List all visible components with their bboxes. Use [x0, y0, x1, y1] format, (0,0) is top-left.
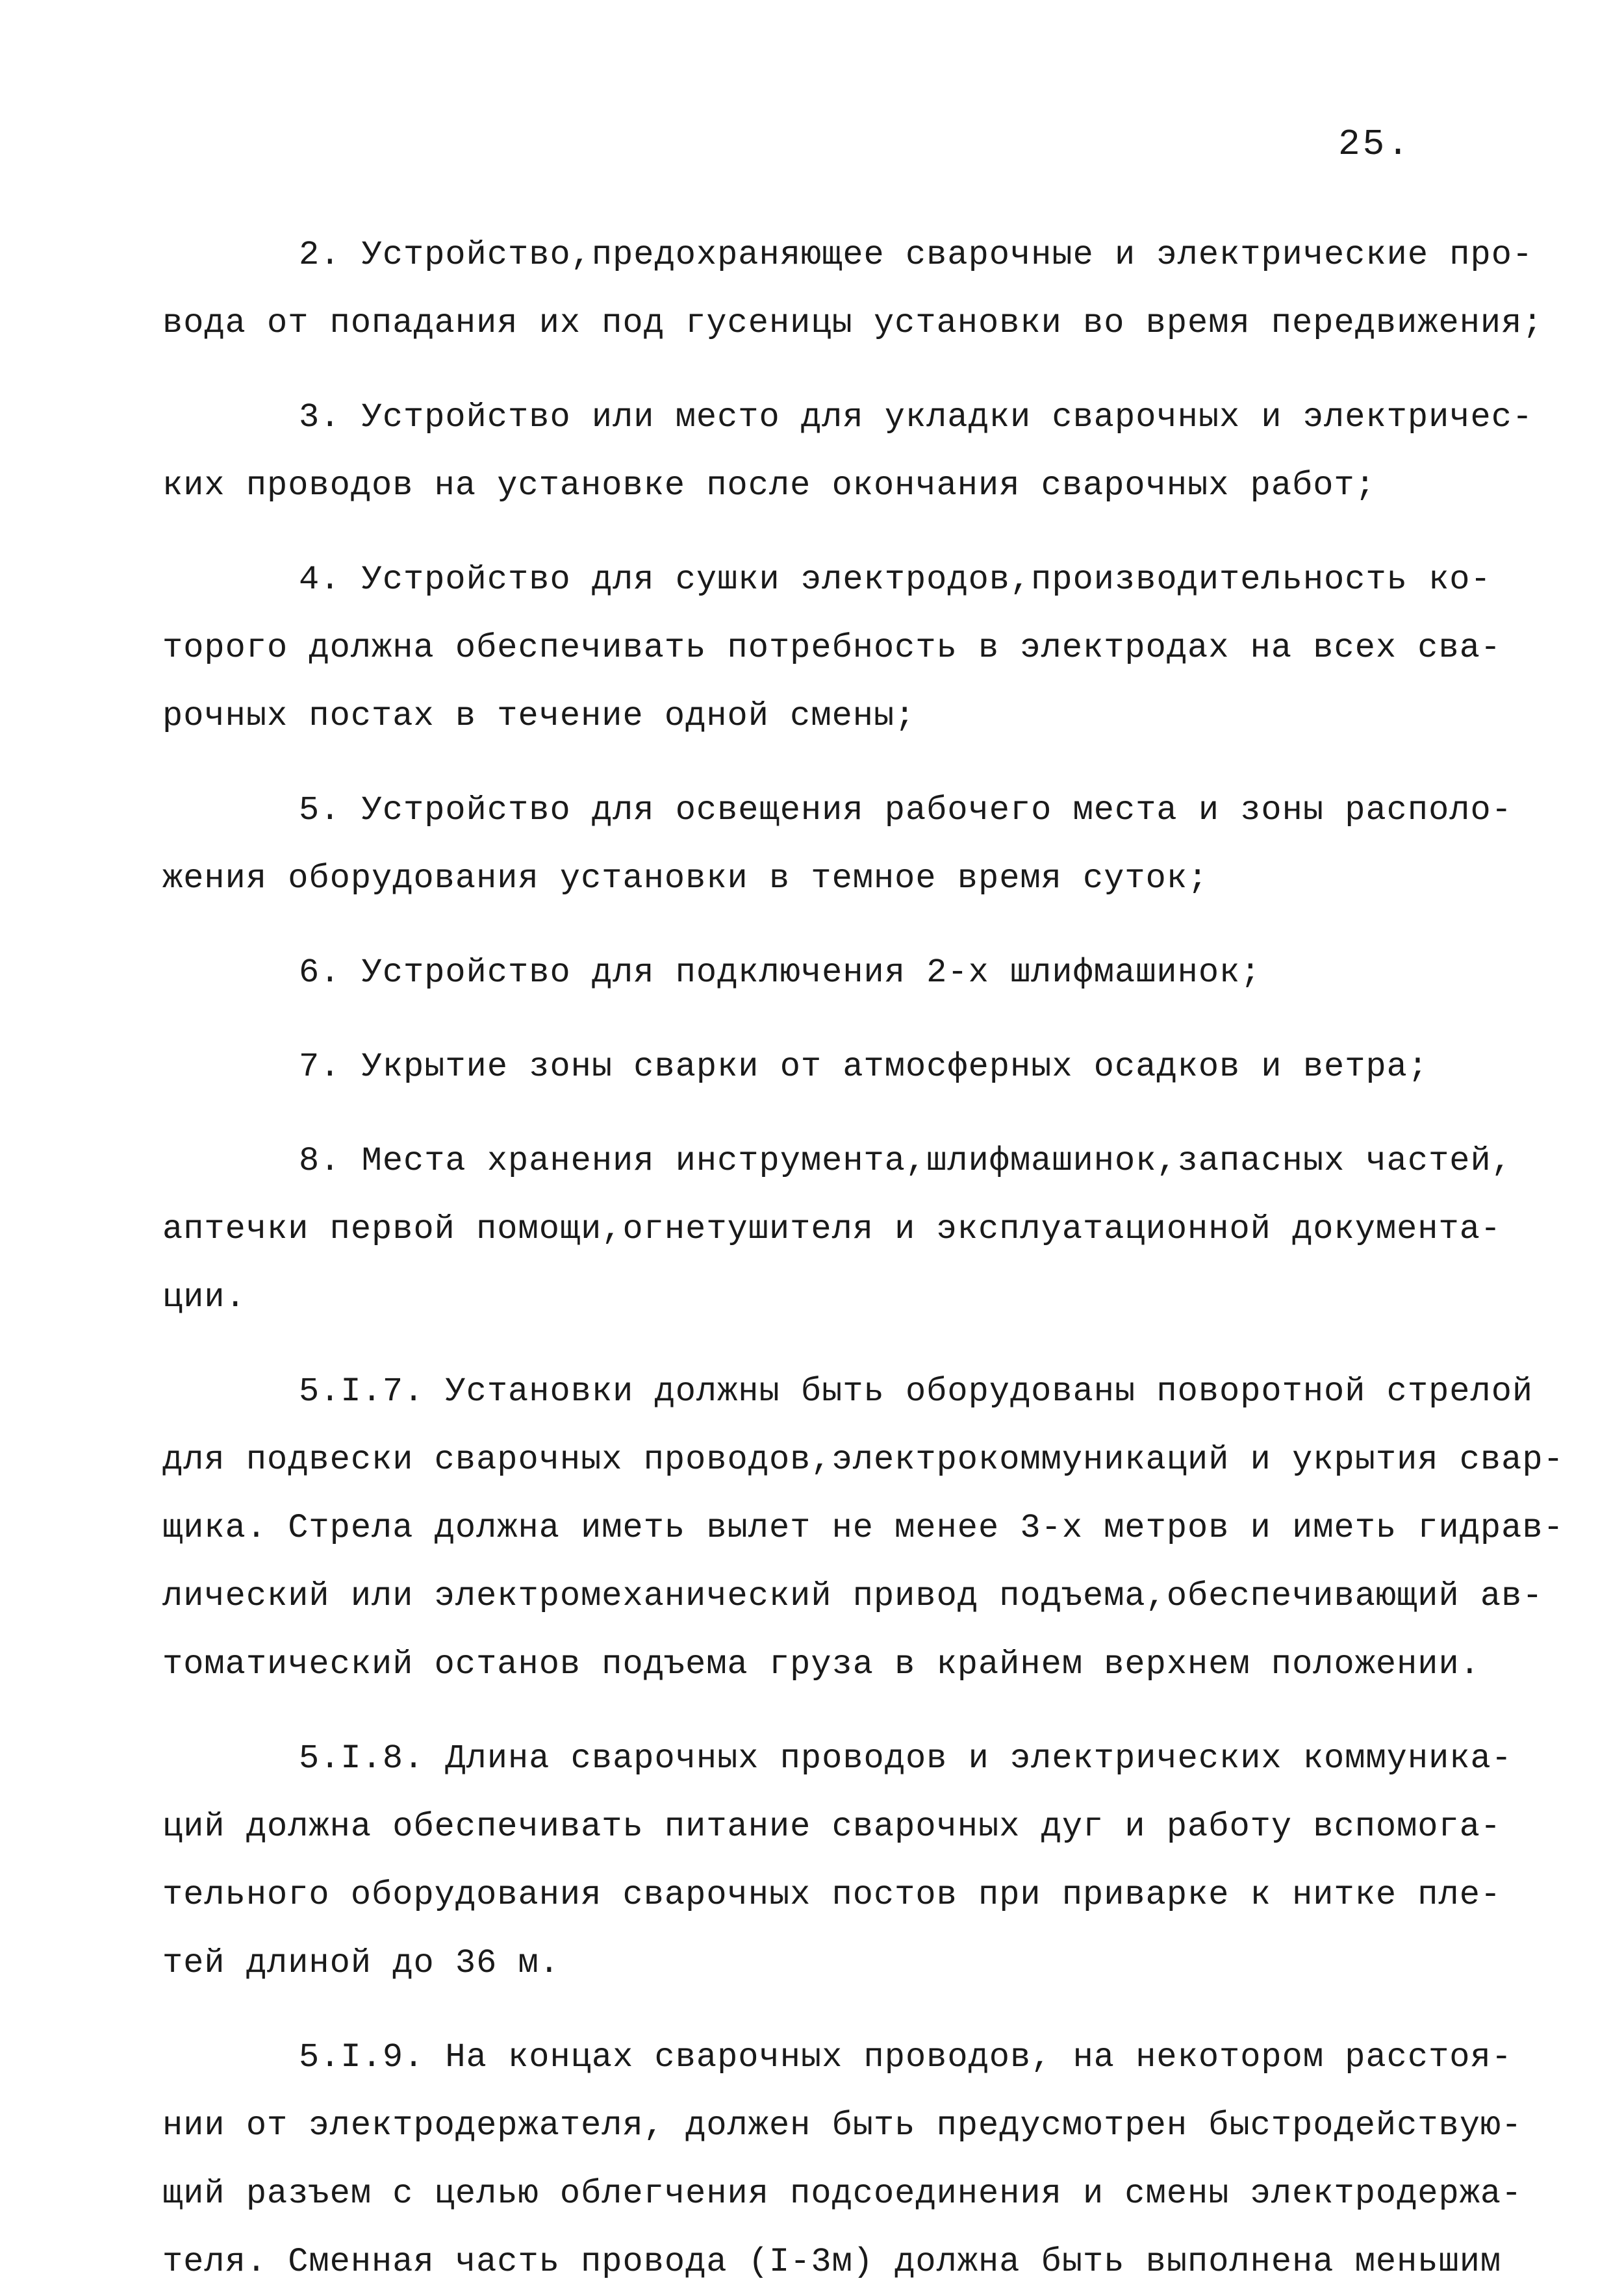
text-line: ких проводов на установке после окончания сварочных работ; [162, 466, 1376, 505]
text-line: ции. [162, 1278, 246, 1317]
text-line: 4. Устройство для сушки электродов,производительность ко- [299, 561, 1491, 599]
paragraph-item-3 [162, 383, 1534, 520]
text-line: торого должна обеспечивать потребность в электродах на всех сва- [162, 629, 1502, 667]
text-line: лический или электромеханический привод подъема,обеспечивающий ав- [162, 1577, 1543, 1615]
document-body [162, 221, 1564, 2296]
text-line: вода от попадания их под гусеницы установки во время передвижения; [162, 304, 1543, 342]
text-line: 5.I.8. Длина сварочных проводов и электрических коммуника- [299, 1739, 1512, 1778]
text-line: 7. Укрытие зоны сварки от атмосферных осадков и ветра; [299, 1048, 1429, 1086]
paragraph-item-7 [162, 1033, 1462, 1101]
text-line: 5.I.7. Установки должны быть оборудованы поворотной стрелой [299, 1372, 1534, 1411]
paragraph-item-4 [162, 546, 1502, 750]
paragraph-item-5 [162, 776, 1512, 913]
text-line: 8. Места хранения инструмента,шлифмашинок,запасных частей, [299, 1142, 1512, 1180]
paragraph-5-1-7 [162, 1357, 1564, 1698]
text-line: жения оборудования установки в темное время суток; [162, 859, 1209, 898]
text-line: тей длиной до 36 м. [162, 1944, 560, 1982]
text-line: для подвески сварочных проводов,электрокоммуникаций и укрытия свар- [162, 1441, 1564, 1479]
text-line: 2. Устройство,предохраняющее сварочные и электрические про- [299, 236, 1534, 274]
paragraph-item-2 [162, 221, 1543, 357]
text-line: аптечки первой помощи,огнетушителя и эксплуатационной документа- [162, 1210, 1502, 1248]
text-line: 6. Устройство для подключения 2-х шлифмашинок; [299, 953, 1262, 992]
text-line: ций должна обеспечивать питание сварочных дуг и работу вспомога- [162, 1808, 1502, 1846]
paragraph-item-8 [162, 1127, 1512, 1331]
text-line: щий разъем с целью облегчения подсоединения и смены электродержа- [162, 2175, 1523, 2213]
text-line: рочных постах в течение одной смены; [162, 697, 916, 735]
text-line: 3. Устройство или место для укладки сварочных и электричес- [299, 398, 1534, 436]
text-line: 5. Устройство для освещения рабочего места и зоны располо- [299, 791, 1512, 829]
page-number: 25. [1338, 123, 1412, 165]
paragraph-5-1-8 [162, 1724, 1512, 1997]
paragraph-item-6 [162, 939, 1462, 1007]
text-line: томатический останов подъема груза в крайнем верхнем положении. [162, 1645, 1480, 1684]
text-line: теля. Сменная часть провода (I-3м) должна быть выполнена меньшим [162, 2243, 1502, 2281]
paragraph-5-1-9 [162, 2023, 1523, 2296]
text-line: щика. Стрела должна иметь вылет не менее 3-х метров и иметь гидрав- [162, 1509, 1564, 1547]
text-line: 5.I.9. На концах сварочных проводов, на некотором расстоя- [299, 2038, 1512, 2076]
text-line: тельного оборудования сварочных постов при приварке к нитке пле- [162, 1876, 1502, 1914]
text-line: нии от электродержателя, должен быть предусмотрен быстродействую- [162, 2106, 1523, 2145]
